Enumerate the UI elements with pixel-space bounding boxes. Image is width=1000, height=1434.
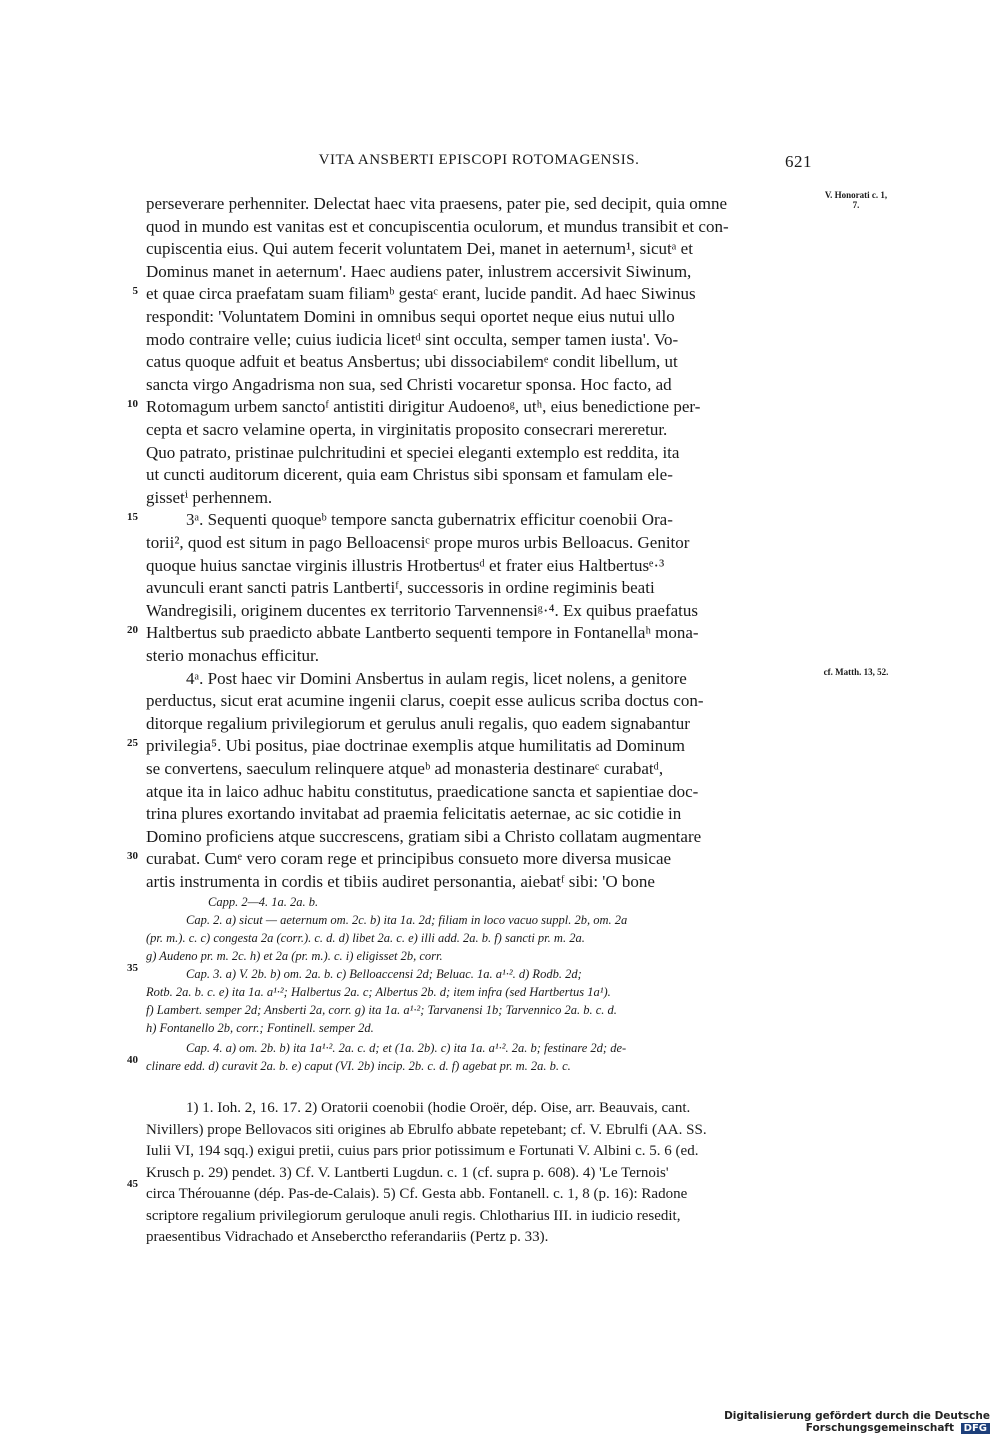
text-line: artis instrumenta in cordis et tibiis audiret personantia, aiebatᶠ sibi: 'O bone	[146, 872, 655, 891]
text-line: Rotomagum urbem sanctoᶠ antistiti dirigitur Audoenoᵍ, utʰ, eius benedictione per-	[146, 397, 701, 416]
text-line: Haltbertus sub praedicto abbate Lantberto sequenti tempore in Fontanellaʰ mona-	[146, 623, 699, 642]
text-line: 3ᵃ. Sequenti quoqueᵇ tempore sancta gubernatrix efficitur coenobii Ora-	[186, 510, 673, 529]
apparatus-line: (pr. m.). c. c) congesta 2a (corr.). c. d. d) libet 2a. c. e) illi add. 2a. b. f) sancti pr. m. 2a.	[146, 931, 585, 945]
text-line: quod in mundo est vanitas est et concupiscentia oculorum, et mundus transibit et con-	[146, 217, 729, 236]
apparatus-line: Cap. 4. a) om. 2b. b) ita 1a¹·². 2a. c. d; et (1a. 2b). c) ita 1a. a¹·². 2a. b; festinare 2d; de-	[186, 1041, 627, 1055]
line-number: 40	[127, 1054, 138, 1066]
text-line: gissetⁱ perhennem.	[146, 488, 273, 507]
page-number: 621	[785, 152, 812, 171]
text-line: Quo patrato, pristinae pulchritudini et speciei eleganti extemplo est reddita, ita	[146, 443, 680, 462]
text-line: cepta et sacro velamine operta, in virginitatis proposito consecrari mereretur.	[146, 420, 668, 439]
apparatus-line: h) Fontanello 2b, corr.; Fontinell. semper 2d.	[146, 1021, 374, 1035]
text-line: quoque huius sanctae virginis illustris Hrotbertusᵈ et frater eius Haltbertusᵉ·³	[146, 556, 665, 575]
text-line: atque ita in laico adhuc habitu constitutus, praedicatione sancta et sapientiae doc-	[146, 782, 699, 801]
text-line: Dominus manet in aeternum'. Haec audiens pater, inlustrem accersivit Siwinum,	[146, 262, 692, 281]
text-line: catus quoque adfuit et beatus Ansbertus; ubi dissociabilemᵉ condit libellum, ut	[146, 352, 678, 371]
footnote-line: Nivillers) prope Bellovacos siti origines ab Ebrulfo abbate repetebant; cf. V. Ebrulfi (AA. SS.	[146, 1122, 707, 1138]
apparatus-line: clinare edd. d) curavit 2a. b. e) caput (VI. 2b) incip. 2b. c. d. f) agebat pr. m. 2a. b. c.	[146, 1059, 571, 1073]
text-line: respondit: 'Voluntatem Domini in omnibus sequi oportet neque eius nutui ullo	[146, 307, 675, 326]
text-line: modo contraire velle; cuius iudicia licetᵈ sint occulta, semper tamen iusta'. Vo-	[146, 330, 679, 349]
digitization-credit	[590, 1410, 990, 1434]
dfg-logo: DFG	[961, 1423, 990, 1434]
apparatus-line: g) Audeno pr. m. 2c. h) et 2a (pr. m.). c. i) eligisset 2b, corr.	[146, 949, 443, 963]
text-line: et quae circa praefatam suam filiamᵇ gestaᶜ erant, lucide pandit. Ad haec Siwinus	[146, 284, 696, 303]
text-line: perseverare perhenniter. Delectat haec vita praesens, pater pie, sed decipit, quia omne	[146, 194, 728, 213]
footnote-line: Iulii VI, 194 sqq.) exigui pretii, cuius pars prior potissimum e Fortunati V. Albini c. 5. 6 (ed.	[146, 1143, 699, 1159]
footnote-line: scriptore regalium privilegiorum geruloque anuli regis. Chlotharius III. in iudicio resedit,	[146, 1208, 681, 1224]
text-line: privilegia⁵. Ubi positus, piae doctrinae exemplis atque humilitatis ad Dominum	[146, 736, 685, 755]
text-line: sancta virgo Angadrisma non sua, sed Christi vocaretur sponsa. Hoc facto, ad	[146, 375, 672, 394]
line-number: 35	[127, 962, 138, 974]
margin-note: V. Honorati c. 1, 7.	[824, 190, 888, 210]
page-title: VITA ANSBERTI EPISCOPI ROTOMAGENSIS.	[318, 152, 640, 168]
text-line: avunculi erant sancti patris Lantbertiᶠ, successoris in ordine regiminis beati	[146, 578, 655, 597]
text-line: ditorque regalium privilegiorum et gerulus anuli regalis, quo eadem signabantur	[146, 714, 690, 733]
line-number: 25	[127, 737, 138, 749]
running-header	[146, 152, 812, 176]
apparatus-line: Cap. 2. a) sicut — aeternum om. 2c. b) ita 1a. 2d; filiam in loco vacuo suppl. 2b, om. 2a	[186, 913, 628, 927]
apparatus-line: f) Lambert. semper 2d; Ansberti 2a, corr. g) ita 1a. a¹·²; Tarvanensi 1b; Tarvennico 2a. b. c. d.	[146, 1003, 617, 1017]
line-number: 20	[127, 624, 138, 636]
credit-text: Digitalisierung gefördert durch die Deutsche Forschungsgemeinschaft	[724, 1410, 990, 1434]
apparatus-line: Cap. 3. a) V. 2b. b) om. 2a. b. c) Belloaccensi 2d; Beluac. 1a. a¹·². d) Rodb. 2d;	[186, 967, 582, 981]
footnote-line: praesentibus Vidrachado et Anseberctho referandariis (Pertz p. 33).	[146, 1229, 549, 1245]
footnote-line: Krusch p. 29) pendet. 3) Cf. V. Lantberti Lugdun. c. 1 (cf. supra p. 608). 4) 'Le Ternois'	[146, 1165, 669, 1181]
line-number: 10	[127, 398, 138, 410]
text-line: perductus, sicut erat acumine ingenii clarus, coepit esse aulicus scriba doctus con-	[146, 691, 704, 710]
text-line: sterio monachus efficitur.	[146, 646, 319, 665]
text-line: se convertens, saeculum relinquere atqueᵇ ad monasteria destinareᶜ curabatᵈ,	[146, 759, 664, 778]
line-number: 30	[127, 850, 138, 862]
apparatus-line: Capp. 2—4. 1a. 2a. b.	[208, 895, 319, 909]
line-number: 5	[132, 285, 138, 297]
line-number: 45	[127, 1178, 138, 1190]
text-line: torii², quod est situm in pago Belloacensiᶜ prope muros urbis Belloacus. Genitor	[146, 533, 690, 552]
footnote-line: circa Thérouanne (dép. Pas-de-Calais). 5) Cf. Gesta abb. Fontanell. c. 1, 8 (p. 16): Radone	[146, 1186, 688, 1202]
text-line: cupiscentia eius. Qui autem fecerit voluntatem Dei, manet in aeternum¹, sicutᵃ et	[146, 239, 693, 258]
line-number: 15	[127, 511, 138, 523]
apparatus-line: Rotb. 2a. b. c. e) ita 1a. a¹·²; Halbertus 2a. c; Albertus 2b. d; item infra (sed Hartbertus 1a¹).	[146, 985, 611, 999]
text-line: curabat. Cumᵉ vero coram rege et principibus consueto more diversa musicae	[146, 849, 672, 868]
text-line: Wandregisili, originem ducentes ex territorio Tarvennensiᵍ·⁴. Ex quibus praefatus	[146, 601, 699, 620]
text-line: ut cuncti auditorum dicerent, quia eam Christus sibi sponsam et famulam ele-	[146, 465, 673, 484]
text-line: 4ᵃ. Post haec vir Domini Ansbertus in aulam regis, licet nolens, a genitore	[186, 669, 687, 688]
margin-note: cf. Matth. 13, 52.	[823, 667, 889, 677]
text-line: Domino proficiens atque succrescens, gratiam sibi a Christo collatam augmentare	[146, 827, 702, 846]
footnote-line: 1) 1. Ioh. 2, 16. 17. 2) Oratorii coenobii (hodie Oroër, dép. Oise, arr. Beauvais, cant.	[186, 1100, 691, 1116]
text-line: trina plures exortando invitabat ad praemia felicitatis aeternae, ac sic cotidie in	[146, 804, 682, 823]
